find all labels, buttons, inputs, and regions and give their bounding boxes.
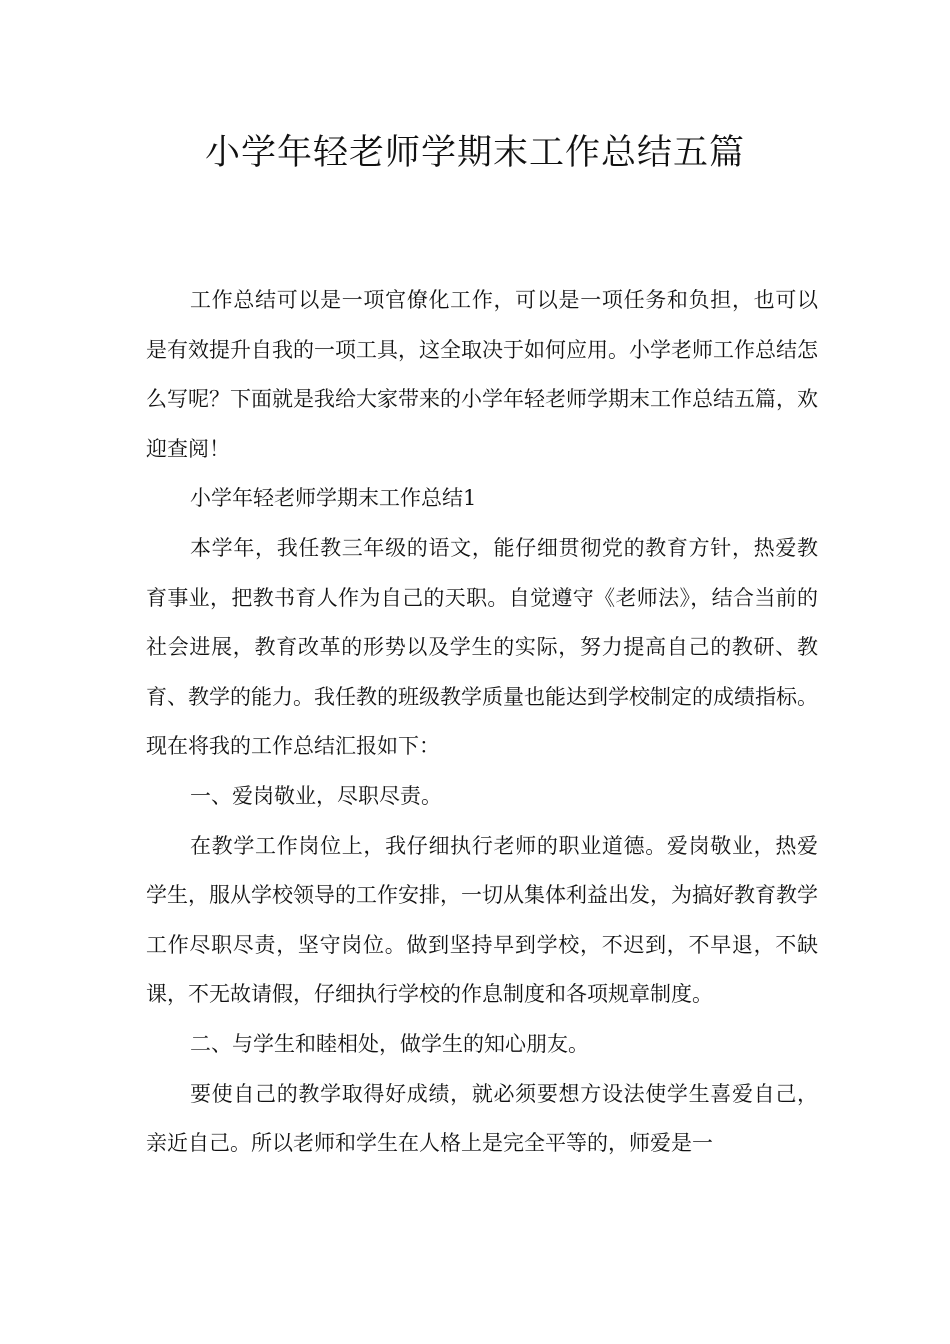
- subsection-heading-2: 二、与学生和睦相处，做学生的知心朋友。: [190, 1031, 589, 1056]
- body-paragraph: 在教学工作岗位上，我仔细执行老师的职业道德。爱岗敬业，热爱学生，服从学校领导的工作安排，一切从集体利益出发，为搞好教育教学工作尽职尽责，坚守岗位。做到坚持早到学校，不迟到，不早退，不缺课，不无故请假，仔细执行学校的作息制度和各项规章制度。: [146, 833, 818, 1007]
- body-paragraph: 要使自己的教学取得好成绩，就必须要想方设法使学生喜爱自己，亲近自己。所以老师和学生在人格上是完全平等的，师爱是一: [146, 1081, 818, 1156]
- subsection-heading-1: 一、爱岗敬业，尽职尽责。: [190, 783, 442, 808]
- document-title: 小学年轻老师学期末工作总结五篇: [204, 133, 745, 173]
- section-heading-summary-1: 小学年轻老师学期末工作总结1: [190, 486, 477, 511]
- document-body: [146, 276, 818, 1169]
- intro-paragraph: 工作总结可以是一项官僚化工作，可以是一项任务和负担，也可以是有效提升自我的一项工具，这全取决于如何应用。小学老师工作总结怎么写呢？下面就是我给大家带来的小学年轻老师学期末工作总结五篇，欢迎查阅！: [146, 288, 818, 461]
- body-paragraph: 本学年，我任教三年级的语文，能仔细贯彻党的教育方针，热爱教育事业，把教书育人作为自己的天职。自觉遵守《老师法》，结合当前的社会进展，教育改革的形势以及学生的实际，努力提高自己的教研、教育、教学的能力。我任教的班级教学质量也能达到学校制定的成绩指标。现在将我的工作总结汇报如下：: [146, 535, 818, 759]
